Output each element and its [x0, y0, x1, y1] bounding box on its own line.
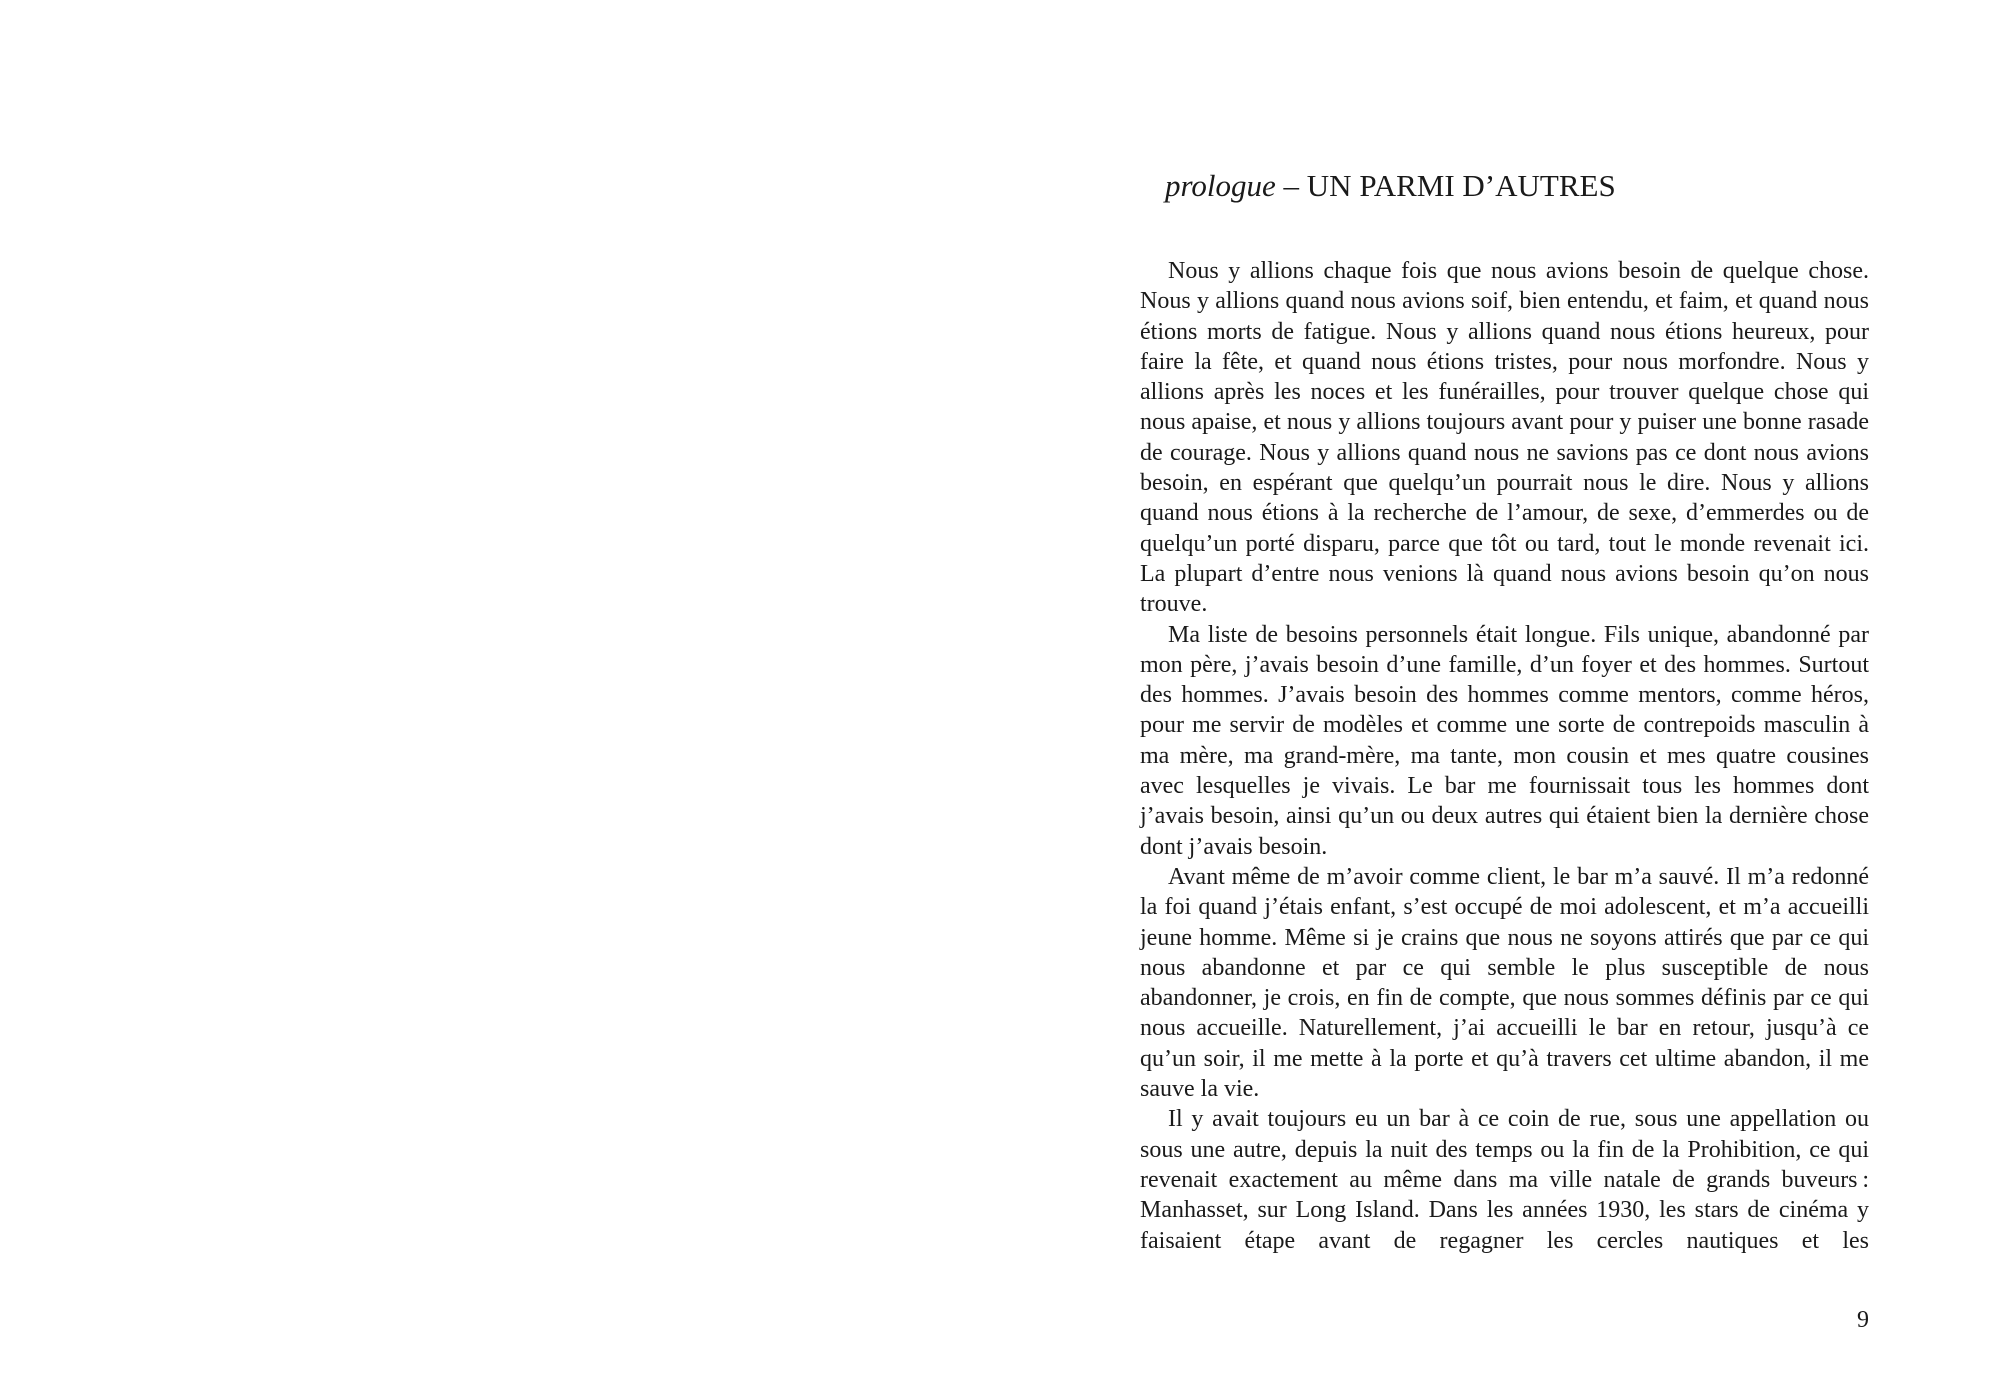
body-text: [1140, 256, 1869, 1256]
paragraph-3: Avant même de m’avoir comme client, le bar m’a sauvé. Il m’a redonné la foi quand j’étais enfant, s’est occupé de moi adolescent, et m’a accueilli jeune homme. Même si je crains que nous ne soyons attirés que par ce qui nous abandonne et par ce qui semble le plus susceptible de nous abandonner, je crois, en fin de compte, que nous sommes définis par ce qui nous accueille. Naturellement, j’ai accueilli le bar en retour, jusqu’à ce qu’un soir, il me mette à la porte et qu’à travers cet ultime abandon, il me sauve la vie.: [1140, 863, 1869, 1103]
chapter-label: prologue: [1165, 168, 1276, 203]
chapter-heading: [1165, 166, 1616, 206]
chapter-separator: –: [1275, 168, 1307, 203]
page-number: 9: [1857, 1307, 1869, 1333]
chapter-title: UN PARMI D’AUTRES: [1306, 168, 1616, 203]
paragraph-1: Nous y allions chaque fois que nous avions besoin de quelque chose. Nous y allions quand nous avions soif, bien entendu, et faim, et quand nous étions morts de fatigue. Nous y allions quand nous étions heureux, pour faire la fête, et quand nous étions tristes, pour nous morfondre. Nous y allions après les noces et les funérailles, pour trouver quelque chose qui nous apaise, et nous y allions toujours avant pour y puiser une bonne rasade de courage. Nous y allions quand nous ne savions pas ce dont nous avions besoin, en espérant que quelqu’un pourrait nous le dire. Nous y allions quand nous étions à la recherche de l’amour, de sexe, d’emmerdes ou de quelqu’un porté disparu, parce que tôt ou tard, tout le monde revenait ici. La plupart d’entre nous venions là quand nous avions besoin qu’on nous trouve.: [1140, 258, 1869, 618]
paragraph-2: Ma liste de besoins personnels était longue. Fils unique, abandonné par mon père, j’avais besoin d’une famille, d’un foyer et des hommes. Surtout des hommes. J’avais besoin des hommes comme mentors, comme héros, pour me servir de modèles et comme une sorte de contrepoids masculin à ma mère, ma grand-mère, ma tante, mon cousin et mes quatre cousines avec lesquelles je vivais. Le bar me fournissait tous les hommes dont j’avais besoin, ainsi qu’un ou deux autres qui étaient bien la dernière chose dont j’avais besoin.: [1140, 621, 1869, 860]
right-page: [1000, 0, 2000, 1400]
paragraph-4: Il y avait toujours eu un bar à ce coin de rue, sous une appellation ou sous une autre, depuis la nuit des temps ou la fin de la Prohibition, ce qui revenait exactement au même dans ma ville natale de grands buveurs : Manhasset, sur Long Island. Dans les années 1930, les stars de cinéma y faisaient étape avant de regagner les cercles nautiques et les: [1140, 1106, 1869, 1254]
